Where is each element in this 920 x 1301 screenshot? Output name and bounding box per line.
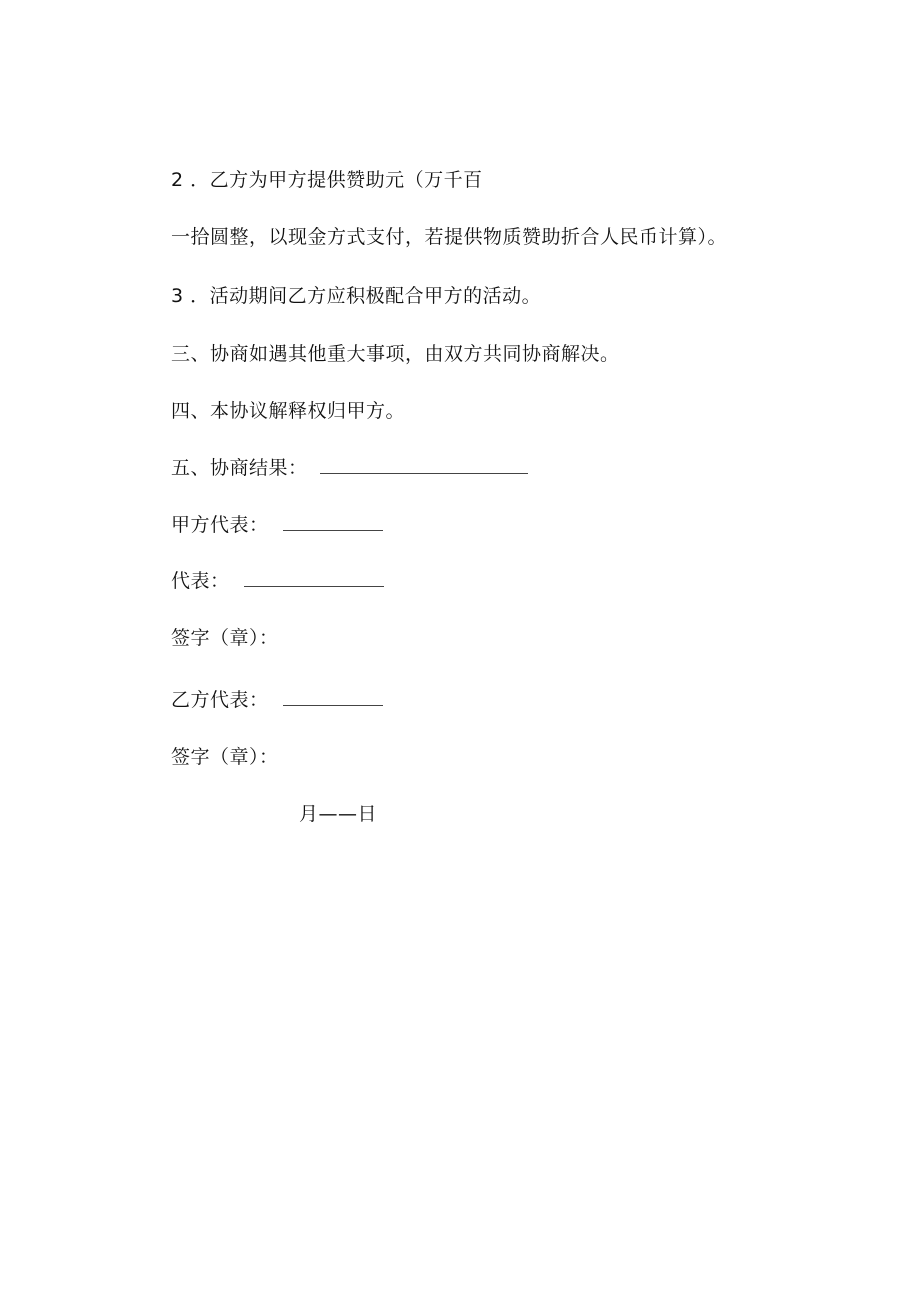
clause-3: 3 ．活动期间乙方应积极配合甲方的活动。 — [171, 285, 542, 307]
negotiation-result-blank[interactable] — [320, 457, 528, 474]
clause-2-line-2: 一拾圆整，以现金方式支付，若提供物质赞助折合人民币计算）。 — [171, 226, 728, 248]
date-line: 月——日 — [299, 803, 378, 825]
party-b-rep-row — [171, 688, 383, 712]
party-a-rep-label: 甲方代表： — [171, 514, 269, 536]
section-4: 四、本协议解释权归甲方。 — [171, 400, 406, 422]
section-3: 三、协商如遇其他重大事项，由双方共同协商解决。 — [171, 343, 620, 365]
rep-label: 代表： — [171, 570, 230, 592]
rep-blank[interactable] — [244, 570, 384, 587]
party-b-rep-blank[interactable] — [283, 689, 383, 706]
signature-label-2: 签字（章）： — [171, 746, 279, 768]
rep-row — [171, 569, 384, 593]
party-b-rep-label: 乙方代表： — [171, 689, 269, 711]
signature-label-1: 签字（章）： — [171, 627, 279, 649]
clause-2-line-1: 2 ．乙方为甲方提供赞助元（万千百 — [171, 169, 483, 191]
party-a-rep-row — [171, 513, 383, 537]
section-5-label: 五、协商结果： — [171, 457, 308, 479]
section-5-row — [171, 456, 528, 480]
party-a-rep-blank[interactable] — [283, 514, 383, 531]
